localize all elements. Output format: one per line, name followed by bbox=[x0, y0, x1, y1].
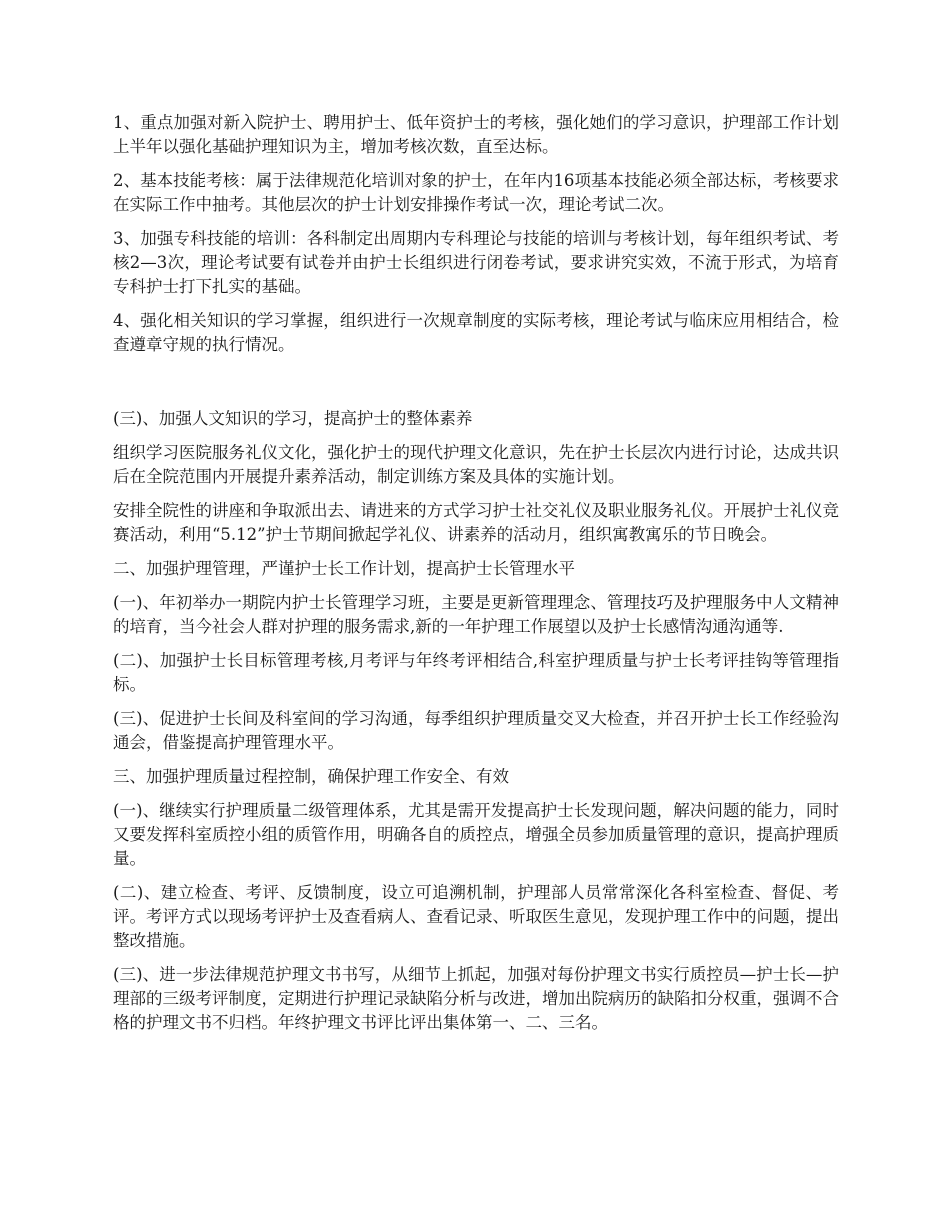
section-spacer bbox=[113, 367, 839, 407]
paragraph-8: (二)、加强护士长目标管理考核,月考评与年终考评相结合,科室护理质量与护士长考评挂钩等管理指标。 bbox=[113, 651, 839, 694]
paragraph-10: (一)、继续实行护理质量二级管理体系，尤其是需开发提高护士长发现问题，解决问题的能力，同时又要发挥科室质控小组的质管作用，明确各自的质控点，增强全员参加质量管理的意识，提高护理质量。 bbox=[113, 801, 839, 868]
paragraph-3: 3、加强专科技能的培训：各科制定出周期内专科理论与技能的培训与考核计划，每年组织考试、考核2—3次，理论考试要有试卷并由护士长组织进行闭卷考试，要求讲究实效，不流于形式，为培育专科护士打下扎实的基础。 bbox=[113, 229, 839, 296]
paragraph-9: (三)、促进护士长间及科室间的学习沟通，每季组织护理质量交叉大检查，并召开护士长工作经验沟通会，借鉴提高护理管理水平。 bbox=[113, 709, 839, 752]
paragraph-4: 4、强化相关知识的学习掌握，组织进行一次规章制度的实际考核，理论考试与临床应用相结合，检查遵章守规的执行情况。 bbox=[113, 311, 839, 354]
section-heading-management: 二、加强护理管理，严谨护士长工作计划，提高护士长管理水平 bbox=[113, 559, 575, 578]
paragraph-2: 2、基本技能考核：属于法律规范化培训对象的护士，在年内16项基本技能必须全部达标，考核要求在实际工作中抽考。其他层次的护士计划安排操作考试一次，理论考试二次。 bbox=[113, 171, 839, 214]
paragraph-5: 组织学习医院服务礼仪文化，强化护士的现代护理文化意识，先在护士长层次内进行讨论，达成共识后在全院范围内开展提升素养活动，制定训练方案及具体的实施计划。 bbox=[113, 443, 839, 486]
paragraph-11: (二)、建立检查、考评、反馈制度，设立可追溯机制，护理部人员常常深化各科室检查、督促、考评。考评方式以现场考评护士及查看病人、查看记录、听取医生意见，发现护理工作中的问题，提出整改措施。 bbox=[113, 883, 839, 950]
paragraph-1: 1、重点加强对新入院护士、聘用护士、低年资护士的考核，强化她们的学习意识，护理部工作计划上半年以强化基础护理知识为主，增加考核次数，直至达标。 bbox=[113, 113, 839, 156]
document-body bbox=[113, 111, 839, 1045]
paragraph-7: (一)、年初举办一期院内护士长管理学习班，主要是更新管理理念、管理技巧及护理服务中人文精神的培育，当今社会人群对护理的服务需求,新的一年护理工作展望以及护士长感情沟通沟通等. bbox=[113, 593, 839, 636]
section-heading-quality: 三、加强护理质量过程控制，确保护理工作安全、有效 bbox=[113, 767, 509, 786]
paragraph-6: 安排全院性的讲座和争取派出去、请进来的方式学习护士社交礼仪及职业服务礼仪。开展护士礼仪竞赛活动，利用“5.12”护士节期间掀起学礼仪、讲素养的活动月，组织寓教寓乐的节日晚会。 bbox=[113, 501, 839, 544]
section-heading-humanities: (三)、加强人文知识的学习，提高护士的整体素养 bbox=[113, 409, 473, 428]
paragraph-12: (三)、进一步法律规范护理文书书写，从细节上抓起，加强对每份护理文书实行质控员—护士长—护理部的三级考评制度，定期进行护理记录缺陷分析与改进，增加出院病历的缺陷扣分权重，强调不合格的护理文书不归档。年终护理文书评比评出集体第一、二、三名。 bbox=[113, 965, 839, 1032]
